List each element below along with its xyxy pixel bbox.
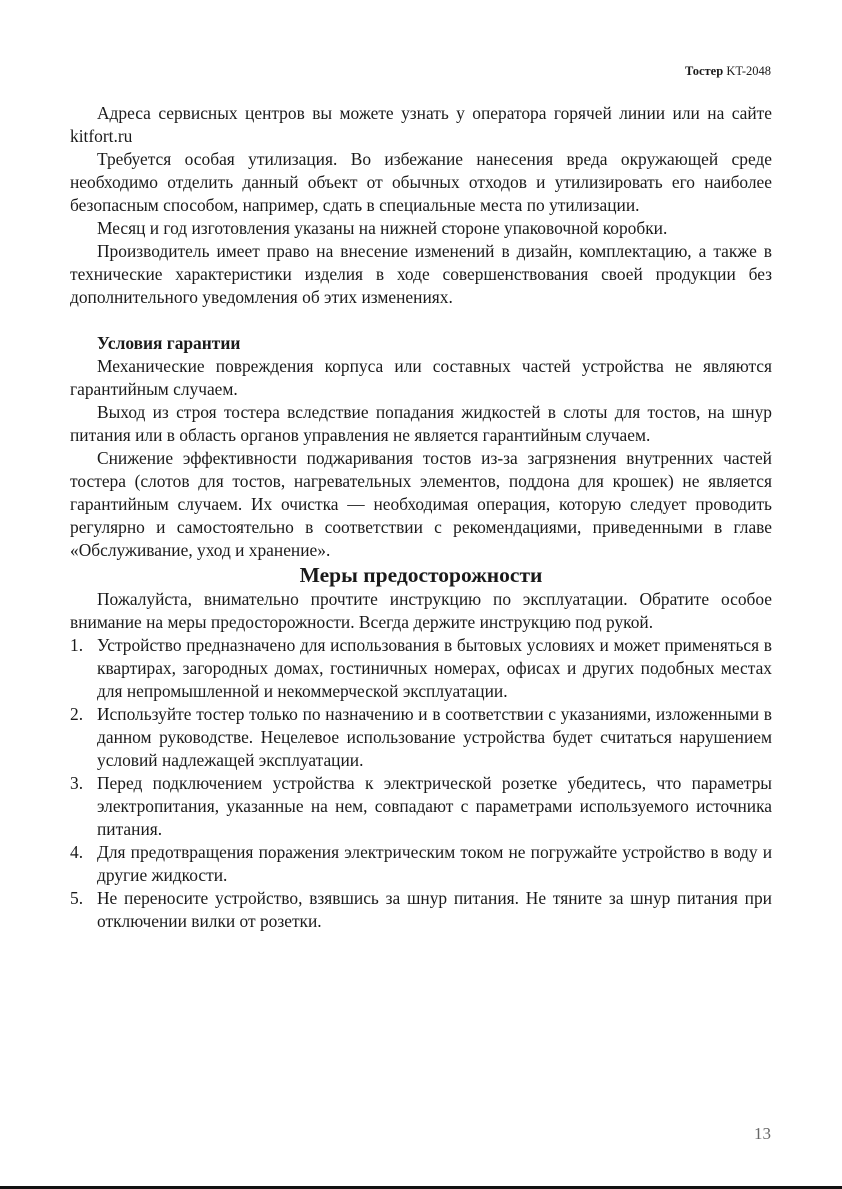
precautions-intro: Пожалуйста, внимательно прочтите инструкцию по эксплуатации. Обратите особое внимание на меры предосторожности. Всегда держите инструкцию под рукой. <box>70 589 772 632</box>
warranty-title: Условия гарантии <box>97 333 241 353</box>
list-item <box>70 703 772 772</box>
intro-paragraph: Производитель имеет право на внесение изменений в дизайн, комплектацию, а также в технические характеристики изделия в ходе совершенствования своей продукции без дополнительного уведомления об этих изменениях. <box>70 241 772 307</box>
main-content <box>70 102 772 933</box>
list-item-number: 5. <box>70 888 84 908</box>
list-item-text: Устройство предназначено для использования в бытовых условиях и может применяться в квартирах, загородных домах, гостиничных номерах, офисах и других подобных местах для непромышленной и некоммерческой эксплуатации. <box>97 635 772 701</box>
header-product: Тостер <box>684 64 724 78</box>
list-item <box>70 841 772 887</box>
list-item-text: Перед подключением устройства к электрической розетке убедитесь, что параметры электропитания, указанные на нем, совпадают с параметрами используемого источника питания. <box>97 773 772 839</box>
intro-paragraph: Месяц и год изготовления указаны на нижней стороне упаковочной коробки. <box>97 218 668 238</box>
list-item <box>70 634 772 703</box>
list-item <box>70 772 772 841</box>
list-item-text: Для предотвращения поражения электрическим током не погружайте устройство в воду и другие жидкости. <box>97 842 772 885</box>
warranty-paragraph: Выход из строя тостера вследствие попадания жидкостей в слоты для тостов, на шнур питания или в область органов управления не является гарантийным случаем. <box>70 402 772 445</box>
precautions-list <box>70 634 772 933</box>
warranty-paragraph: Снижение эффективности поджаривания тостов из-за загрязнения внутренних частей тостера (слотов для тостов, нагревательных элементов, поддона для крошек) не является гарантийным случаем. Их очистка — необходимая операция, которую следует проводить регулярно и самостоятельно в соответствии с рекомендациями, приведенными в главе «Обслуживание, уход и хранение». <box>70 448 772 560</box>
list-item-number: 3. <box>70 773 84 793</box>
list-item-text: Используйте тостер только по назначению и в соответствии с указаниями, изложенными в данном руководстве. Нецелевое использование устройства будет считаться нарушением условий надлежащей эксплуатации. <box>97 704 772 770</box>
page-number: 13 <box>754 1124 771 1143</box>
list-item <box>70 887 772 933</box>
list-item-number: 1. <box>70 635 84 655</box>
intro-paragraph: Адреса сервисных центров вы можете узнать у оператора горячей линии или на сайте kitfort.ru <box>70 103 772 146</box>
list-item-number: 4. <box>70 842 84 862</box>
list-item-number: 2. <box>70 704 84 724</box>
list-item-text: Не переносите устройство, взявшись за шнур питания. Не тяните за шнур питания при отключении вилки от розетки. <box>97 888 772 931</box>
section-title: Меры предосторожности <box>299 563 543 587</box>
intro-paragraph: Требуется особая утилизация. Во избежание нанесения вреда окружающей среде необходимо отделить данный объект от обычных отходов и утилизировать его наиболее безопасным способом, например, сдать в специальные места по утилизации. <box>70 149 772 215</box>
page-header <box>685 64 771 79</box>
warranty-paragraph: Механические повреждения корпуса или составных частей устройства не являются гарантийным случаем. <box>70 356 772 399</box>
header-model: KT-2048 <box>726 64 771 78</box>
